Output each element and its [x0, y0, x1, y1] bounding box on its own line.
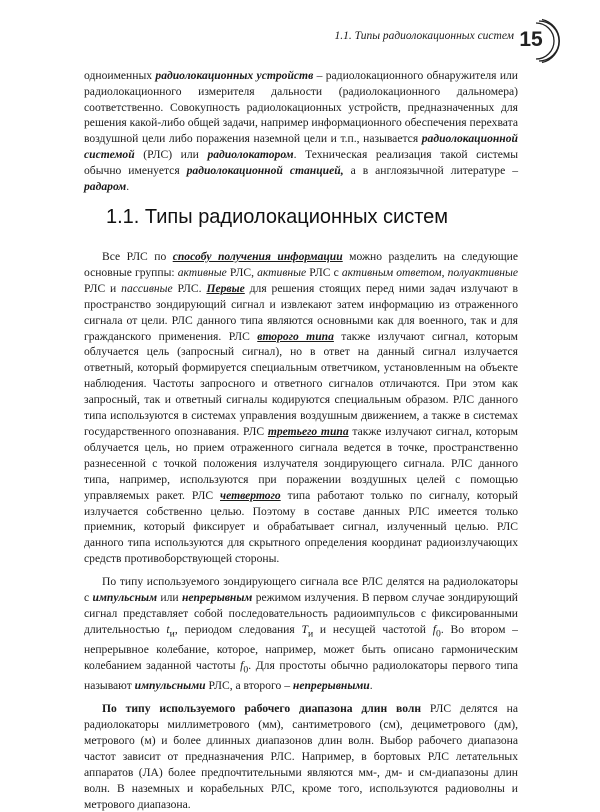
term-continuous-rls: непрерывными: [292, 679, 370, 693]
text: РЛС.: [172, 281, 207, 295]
subscript: 0: [243, 664, 249, 676]
text: РЛС делятся на радиолокаторы миллиметрового (мм), сантиметрового (см), дециметрового (дм), метрового (м) и более длинных диапазонов длин волн. Выбор рабочего диапазона частот зависит от предназначения РЛС. Например, в бортовых РЛС летательных аппаратов (ЛА) более предпочтительными являются мм-, дм- и см-диапазоны длин волн. В наземных и корабельных РЛС, кроме того, используются радиоволны и метрового диапазона.: [84, 702, 518, 811]
subscript: и: [169, 628, 175, 640]
term-radar-system: радиолокационной системой: [84, 132, 518, 161]
term-first: Первые: [206, 281, 245, 295]
term-semi-active: полуактивные: [447, 265, 518, 279]
paragraph-signal-types: [84, 574, 518, 694]
text: и несущей частотой: [313, 622, 433, 636]
symbol-t: t: [166, 622, 170, 636]
text: можно разделить на следующие основные группы:: [84, 250, 519, 279]
paragraph-wavelength: [84, 701, 518, 812]
term-pulsed-rls: импульсными: [134, 679, 206, 693]
section-body: [84, 249, 518, 812]
term-fourth: четвертого: [220, 488, 281, 502]
term-wavelength-range: По типу используемого рабочего диапазона длин волн: [102, 702, 422, 716]
page-number: 15: [519, 28, 543, 51]
text: типа работают только по сигналу, который излучается собственно целью. Поэтому в составе данных РЛС имеется только приемник, который фиксирует и обрабатывает сигнал, излученный целью. РЛС данного типа используются для скрытного определения координат радиоизлучающих средств противоборствующей стороны.: [84, 488, 518, 566]
section-heading: 1.1. Типы радиолокационных систем: [106, 206, 449, 228]
intro-text: а в англоязычной литературе –: [343, 163, 518, 177]
intro-text: (РЛС) или: [134, 147, 208, 161]
symbol-f: f: [432, 622, 436, 636]
intro-text: – радиолокационного обнаружителя или радиолокационного измерителя дальности (радиолокационного дальномера) соответственно. Совокупность радиолокационных устройств, предназначенных для решения какой-либо общей задачи, например информационного обеспечения перехвата воздушной цели либо поражения наземной цели и т.п., называется: [84, 69, 519, 146]
term-active: активные: [177, 265, 227, 279]
term-third-type: третьего типа: [267, 424, 349, 438]
text: также излучают сигнал, которым облучается цель, но прием отраженного сигнала ведется в точке, пространственно разнесенной с точкой положения излучателя зондирующего сигнала. РЛС данного типа, например, используются при поражении воздушных целей с помощью управляемых ракет. РЛС: [84, 424, 518, 502]
intro-text: одноименных: [84, 69, 156, 82]
text: , периодом следования: [174, 622, 302, 636]
intro-text: . Техническая реализация такой системы обычно именуется: [84, 147, 518, 177]
text: или: [157, 591, 182, 605]
text: По типу используемого зондирующего сигнала все РЛС делятся на радиолокаторы с: [84, 575, 518, 605]
intro-text: .: [126, 179, 130, 193]
text: для решения стоящих перед ними задач излучают в пространство зондирующий сигнал и извлекают затем информацию из отраженного сигнала от цели. РЛС данного типа являются основными как для военного, так и для гражданского применения. РЛС: [84, 281, 518, 343]
term-radar-station: радиолокационной станцией,: [186, 163, 344, 177]
term-radar-locator: радиолокатором: [207, 147, 294, 161]
page-number-badge: [514, 18, 564, 64]
subscript: 0: [435, 628, 441, 640]
text: также излучают сигнал, которым облучается цель (запросный сигнал), но в ответ на данный сигнал излучается ответный, который формируется специальным ответчиком, установленным на объекте наблюдения. Частоты запросного и ответного сигналов отличаются. При этом как запросный, так и ответный сигналы кодируются специальным образом. РЛС данного типа используются в системах управления воздушным движением, а также в системах государственного опознавания. РЛС: [84, 329, 518, 438]
text: . Во втором – непрерывное колебание, которое, например, может быть описано гармоническим колебанием заданной частоты: [84, 622, 518, 672]
intro-paragraph: [84, 68, 518, 194]
running-header: 1.1. Типы радиолокационных систем: [334, 30, 514, 42]
text: . Для простоты обычно радиолокаторы первого типа называют: [84, 658, 518, 693]
term-continuous: непрерывным: [181, 591, 253, 605]
text: РЛС с: [306, 265, 342, 279]
term-active-response: активным ответом: [341, 265, 442, 279]
text: Все РЛС по: [102, 250, 173, 263]
text: РЛС, а второго –: [205, 679, 293, 693]
text: .: [369, 679, 373, 693]
term-passive: пассивные: [121, 281, 173, 295]
symbol-T: T: [301, 622, 308, 636]
term-info-method: способу получения информации: [172, 250, 343, 263]
symbol-f: f: [240, 658, 244, 672]
term-radar: радаром: [84, 179, 127, 193]
term-second-type: второго типа: [257, 329, 334, 343]
paragraph-info-types: [84, 249, 518, 567]
term-active: активные: [257, 265, 307, 279]
subscript: и: [307, 628, 314, 640]
paragraph-gap: [84, 694, 518, 701]
paragraph-gap: [84, 567, 518, 574]
text: РЛС,: [226, 265, 258, 279]
text: ,: [441, 265, 448, 279]
term-pulsed: импульсным: [92, 591, 158, 605]
text: РЛС и: [84, 281, 122, 295]
text: режимом излучения. В первом случае зондирующий сигнал представляет собой последовательность радиоимпульсов с фиксированными длительностью: [84, 591, 519, 636]
term-radar-devices: радиолокационных устройств: [155, 69, 314, 82]
